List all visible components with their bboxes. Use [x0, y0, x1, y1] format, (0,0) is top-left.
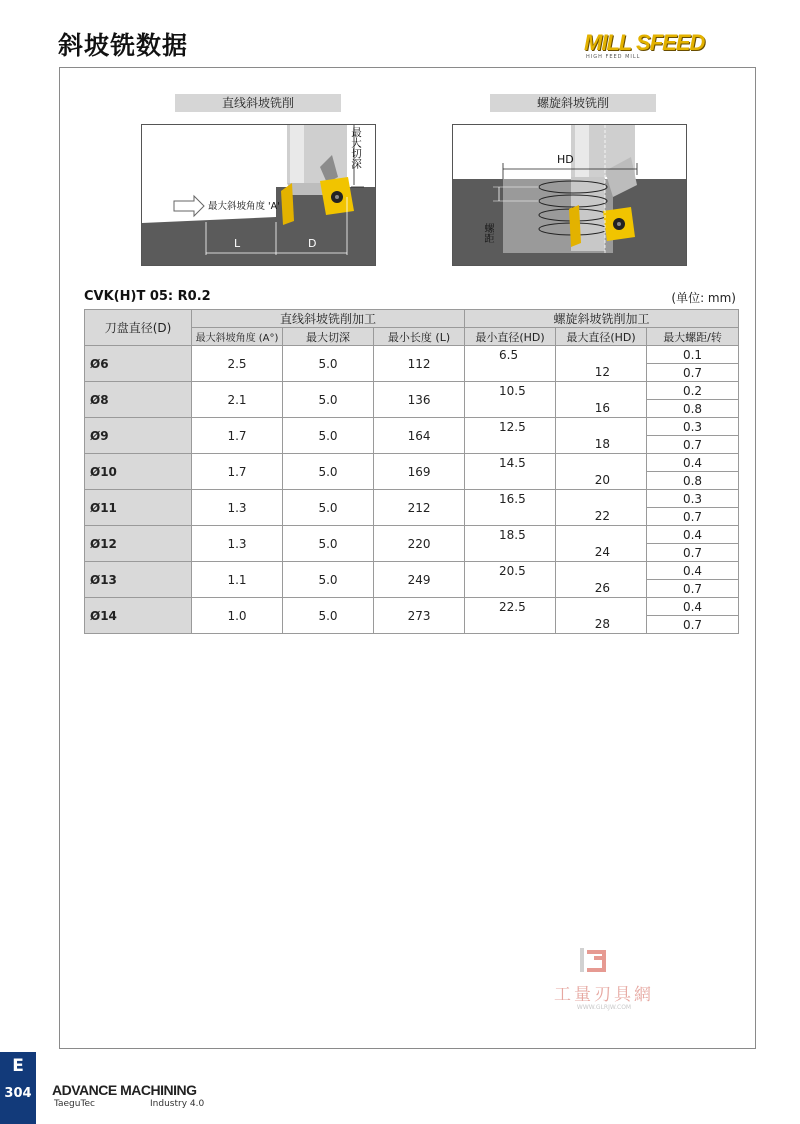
table-row	[85, 562, 739, 580]
cell-max-hd: 20	[556, 472, 647, 490]
cell-pitch-max: 0.7	[647, 544, 739, 562]
cell-min-hd: 20.5	[465, 562, 556, 580]
cell-max-angle: 1.1	[192, 562, 283, 598]
brand-subtitle: HIGH FEED MILL	[586, 54, 641, 60]
cell-max-angle: 2.1	[192, 382, 283, 418]
cell-max-depth: 5.0	[283, 598, 374, 634]
cell-pitch-max: 0.8	[647, 472, 739, 490]
footer-brand-logo	[52, 1082, 222, 1112]
page-number: 304	[4, 1086, 32, 1101]
cell-max-hd: 18	[556, 436, 647, 454]
header-diameter: 刀盘直径(D)	[85, 310, 192, 346]
cell-pitch-min: 0.3	[647, 490, 739, 508]
cell-min-length: 136	[374, 382, 465, 418]
cell-diameter: Ø10	[85, 454, 192, 490]
cell-min-hd: 10.5	[465, 382, 556, 400]
cell-min-hd-empty	[465, 616, 556, 634]
cell-min-length: 212	[374, 490, 465, 526]
cell-min-hd: 14.5	[465, 454, 556, 472]
cell-max-hd-empty	[556, 490, 647, 508]
cell-pitch-min: 0.3	[647, 418, 739, 436]
table-row	[85, 454, 739, 472]
dim-d-label: D	[308, 237, 317, 250]
cell-diameter: Ø6	[85, 346, 192, 382]
cell-min-hd-empty	[465, 508, 556, 526]
cell-pitch-min: 0.4	[647, 454, 739, 472]
cell-min-hd-empty	[465, 364, 556, 382]
millfeed-logo	[584, 30, 760, 62]
cell-min-hd: 18.5	[465, 526, 556, 544]
table-row	[85, 382, 739, 400]
cell-pitch-max: 0.7	[647, 508, 739, 526]
cell-min-hd-empty	[465, 544, 556, 562]
cell-pitch-max: 0.7	[647, 580, 739, 598]
max-depth-label: 最大切深	[350, 127, 362, 169]
dim-l-label: L	[234, 237, 241, 250]
cell-max-depth: 5.0	[283, 454, 374, 490]
cell-min-hd-empty	[465, 436, 556, 454]
cell-min-length: 249	[374, 562, 465, 598]
brand-name: MILL SFEED	[584, 30, 705, 55]
cell-max-hd: 24	[556, 544, 647, 562]
linear-ramping-diagram	[141, 124, 376, 266]
cell-max-hd-empty	[556, 454, 647, 472]
cell-min-length: 112	[374, 346, 465, 382]
unit-label: (单位: mm)	[671, 291, 736, 305]
cell-max-hd: 12	[556, 364, 647, 382]
cell-max-depth: 5.0	[283, 346, 374, 382]
subheader-max-angle: 最大斜坡角度 (A°)	[192, 328, 283, 346]
cell-min-length: 169	[374, 454, 465, 490]
cell-diameter: Ø14	[85, 598, 192, 634]
cell-pitch-min: 0.4	[647, 526, 739, 544]
watermark	[534, 948, 674, 1018]
cell-max-hd-empty	[556, 418, 647, 436]
cell-min-hd: 6.5	[465, 346, 556, 364]
cell-diameter: Ø12	[85, 526, 192, 562]
cell-pitch-max: 0.8	[647, 400, 739, 418]
max-ramp-angle-label: 最大斜坡角度 'A'	[208, 201, 280, 212]
helical-ramping-diagram	[452, 124, 687, 266]
cell-max-depth: 5.0	[283, 490, 374, 526]
cell-diameter: Ø11	[85, 490, 192, 526]
cell-max-angle: 1.7	[192, 418, 283, 454]
footer-brand-name: ADVANCE MACHINING	[52, 1082, 197, 1098]
cell-min-hd-empty	[465, 472, 556, 490]
cell-min-length: 220	[374, 526, 465, 562]
cell-max-angle: 2.5	[192, 346, 283, 382]
cell-pitch-min: 0.4	[647, 598, 739, 616]
cell-pitch-min: 0.1	[647, 346, 739, 364]
table-row	[85, 526, 739, 544]
cell-pitch-max: 0.7	[647, 364, 739, 382]
cell-max-angle: 1.7	[192, 454, 283, 490]
cell-max-hd: 16	[556, 400, 647, 418]
cell-max-hd: 22	[556, 508, 647, 526]
cell-min-hd: 12.5	[465, 418, 556, 436]
cell-max-hd-empty	[556, 382, 647, 400]
cell-min-hd: 16.5	[465, 490, 556, 508]
cell-max-angle: 1.3	[192, 526, 283, 562]
pitch-label: 螺距	[482, 223, 493, 243]
cell-diameter: Ø13	[85, 562, 192, 598]
table-title: CVK(H)T 05: R0.2	[84, 289, 211, 304]
ramping-data-table	[84, 309, 739, 634]
table-row	[85, 418, 739, 436]
subheader-max-pitch: 最大螺距/转	[647, 328, 739, 346]
footer-brand-company: TaeguTec	[54, 1099, 95, 1109]
subheader-max-depth: 最大切深	[283, 328, 374, 346]
cell-max-angle: 1.3	[192, 490, 283, 526]
cell-pitch-min: 0.2	[647, 382, 739, 400]
cell-min-length: 273	[374, 598, 465, 634]
cell-max-depth: 5.0	[283, 382, 374, 418]
subheader-min-dia: 最小直径(HD)	[465, 328, 556, 346]
helical-ramping-label: 螺旋斜坡铣削	[490, 94, 656, 112]
cell-pitch-min: 0.4	[647, 562, 739, 580]
table-row	[85, 346, 739, 364]
cell-max-hd: 28	[556, 616, 647, 634]
cell-max-angle: 1.0	[192, 598, 283, 634]
cell-max-hd-empty	[556, 598, 647, 616]
cell-max-hd: 26	[556, 580, 647, 598]
header-linear: 直线斜坡铣削加工	[192, 310, 465, 328]
watermark-text: 工量刃具網	[554, 985, 654, 1005]
section-letter: E	[12, 1056, 24, 1076]
subheader-max-dia: 最大直径(HD)	[556, 328, 647, 346]
cell-max-hd-empty	[556, 346, 647, 364]
cell-max-hd-empty	[556, 526, 647, 544]
cell-pitch-max: 0.7	[647, 616, 739, 634]
cell-max-depth: 5.0	[283, 418, 374, 454]
page-title: 斜坡铣数据	[58, 31, 189, 60]
cell-diameter: Ø9	[85, 418, 192, 454]
subheader-min-length: 最小长度 (L)	[374, 328, 465, 346]
cell-max-depth: 5.0	[283, 526, 374, 562]
cell-max-depth: 5.0	[283, 562, 374, 598]
linear-ramping-label: 直线斜坡铣削	[175, 94, 341, 112]
cell-min-hd: 22.5	[465, 598, 556, 616]
table-row	[85, 490, 739, 508]
cell-min-hd-empty	[465, 580, 556, 598]
cell-min-length: 164	[374, 418, 465, 454]
footer-brand-tagline: Industry 4.0	[150, 1099, 205, 1109]
dim-hd-label: HD	[557, 153, 574, 166]
table-row	[85, 598, 739, 616]
section-tab	[0, 1052, 36, 1124]
cell-diameter: Ø8	[85, 382, 192, 418]
header-helical: 螺旋斜坡铣削加工	[465, 310, 739, 328]
watermark-url: WWW.GLRJW.COM	[576, 1004, 632, 1011]
watermark-logo-icon	[580, 948, 610, 974]
cell-pitch-max: 0.7	[647, 436, 739, 454]
cell-min-hd-empty	[465, 400, 556, 418]
cell-max-hd-empty	[556, 562, 647, 580]
